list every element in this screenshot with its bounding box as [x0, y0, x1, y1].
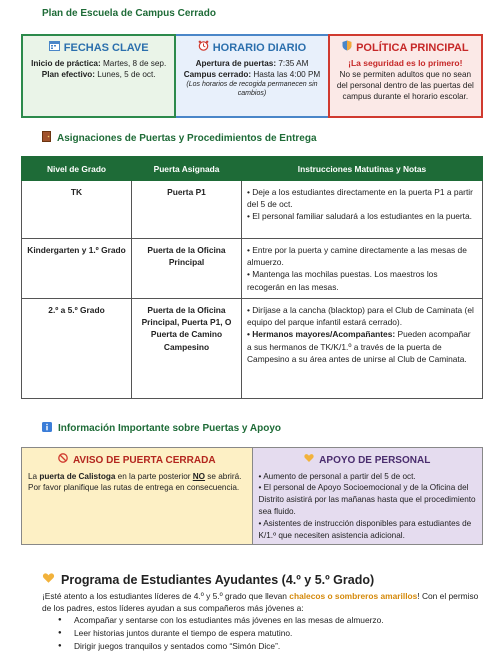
closed-gate-notice: AVISO DE PUERTA CERRADA La puerta de Calistoga en la parte posterior NO se abrirá. Por favor planifique las rutas de entrega en consecuencia.: [22, 448, 253, 544]
daily-schedule-box: HORARIO DIARIO Apertura de puertas: 7:35 AM Campus cerrado: Hasta las 4:00 PM (Los horarios de recogida permanecen sin cambios): [176, 34, 327, 118]
door-cell: Puerta de la Oficina Principal: [132, 239, 242, 299]
shield-icon: [342, 40, 352, 56]
table-row: [22, 239, 483, 299]
heart-icon: [304, 453, 314, 469]
grade-cell: 2.º a 5.º Grado: [22, 299, 132, 399]
calendar-icon: [49, 40, 60, 56]
info-boxes: [21, 447, 483, 545]
notes-cell: • Deje a los estudiantes directamente en la puerta P1 a partir del 5 de oct. • El personal familiar saludará a los estudiantes en la puerta.: [242, 181, 483, 239]
door-cell: Puerta P1: [132, 181, 242, 239]
column-header: Nivel de Grado: [22, 157, 132, 181]
closed-gate-heading: AVISO DE PUERTA CERRADA: [28, 453, 246, 469]
table-header-row: [22, 157, 483, 181]
key-dates-box: FECHAS CLAVE Inicio de práctica: Martes, 8 de sep. Plan efectivo: Lunes, 5 de oct.: [21, 34, 176, 118]
main-policy-box: POLÍTICA PRINCIPAL ¡La seguridad es lo primero! No se permiten adultos que no sean del personal dentro de las puertas del campus durante el horario escolar.: [328, 34, 483, 118]
program-list: [62, 614, 482, 653]
notes-cell: • Entre por la puerta y camine directamente a las mesas de almuerzo. • Mantenga las mochilas puestas. Los maestros los recogerán en las mesas.: [242, 239, 483, 299]
grade-cell: Kindergarten y 1.º Grado: [22, 239, 132, 299]
door-icon: [42, 131, 51, 145]
list-item: ● Acompañar y sentarse con los estudiantes más jóvenes en las mesas de almuerzo.: [62, 614, 482, 627]
key-dates-heading: FECHAS CLAVE: [29, 40, 168, 56]
list-item: ● Dirigir juegos tranquilos y sentados como “Simón Dice”.: [62, 640, 482, 653]
table-row: [22, 181, 483, 239]
alarm-clock-icon: [198, 40, 209, 56]
page-title: Plan de Escuela de Campus Cerrado: [42, 8, 216, 19]
heart-icon: [42, 572, 55, 587]
daily-schedule-heading: HORARIO DIARIO: [182, 40, 321, 56]
section-heading-doors: Asignaciones de Puertas y Procedimientos de Entrega: [42, 131, 317, 145]
section-heading-info: Información Importante sobre Puertas y Apoyo: [42, 422, 281, 435]
no-entry-icon: [58, 453, 68, 469]
notes-cell: • Diríjase a la cancha (blacktop) para el Club de Caminata (el equipo del parque infantil estará cerrado). • Hermanos mayores/Acompañantes: Pueden acompañar a sus hermanos de TK/K/1.º a través de la puerta de Campesino a su área antes de unirse al Club de Caminata.: [242, 299, 483, 399]
table-row: [22, 299, 483, 399]
door-cell: Puerta de la Oficina Principal, Puerta P1, O Puerta de Camino Campesino: [132, 299, 242, 399]
list-item: ● Leer historias juntos durante el tiempo de espera matutino.: [62, 627, 482, 640]
program-intro: ¡Esté atento a los estudiantes líderes de 4.º y 5.º grado que llevan chalecos o sombreros amarillos! Con el permiso de los padres, estos líderes ayudan a sus compañeros más jóvenes a:: [42, 591, 479, 613]
staff-support-heading: APOYO DE PERSONAL: [259, 453, 477, 469]
key-info-boxes: [21, 34, 483, 118]
door-assignments-table: [21, 156, 483, 399]
main-policy-heading: POLÍTICA PRINCIPAL: [336, 40, 475, 56]
column-header: Instrucciones Matutinas y Notas: [242, 157, 483, 181]
column-header: Puerta Asignada: [132, 157, 242, 181]
staff-support-box: APOYO DE PERSONAL • Aumento de personal a partir del 5 de oct. • El personal de Apoyo Socioemocional y de la Oficina del Distrito asistirá por las mañanas hasta que el procedimiento sea fluido. • Asistentes de instrucción disponibles para estudiantes de K/1.º que necesiten asistencia adicional.: [253, 448, 483, 544]
program-heading: Programa de Estudiantes Ayudantes (4.º y 5.º Grado): [42, 572, 374, 587]
grade-cell: TK: [22, 181, 132, 239]
info-icon: [42, 422, 52, 435]
